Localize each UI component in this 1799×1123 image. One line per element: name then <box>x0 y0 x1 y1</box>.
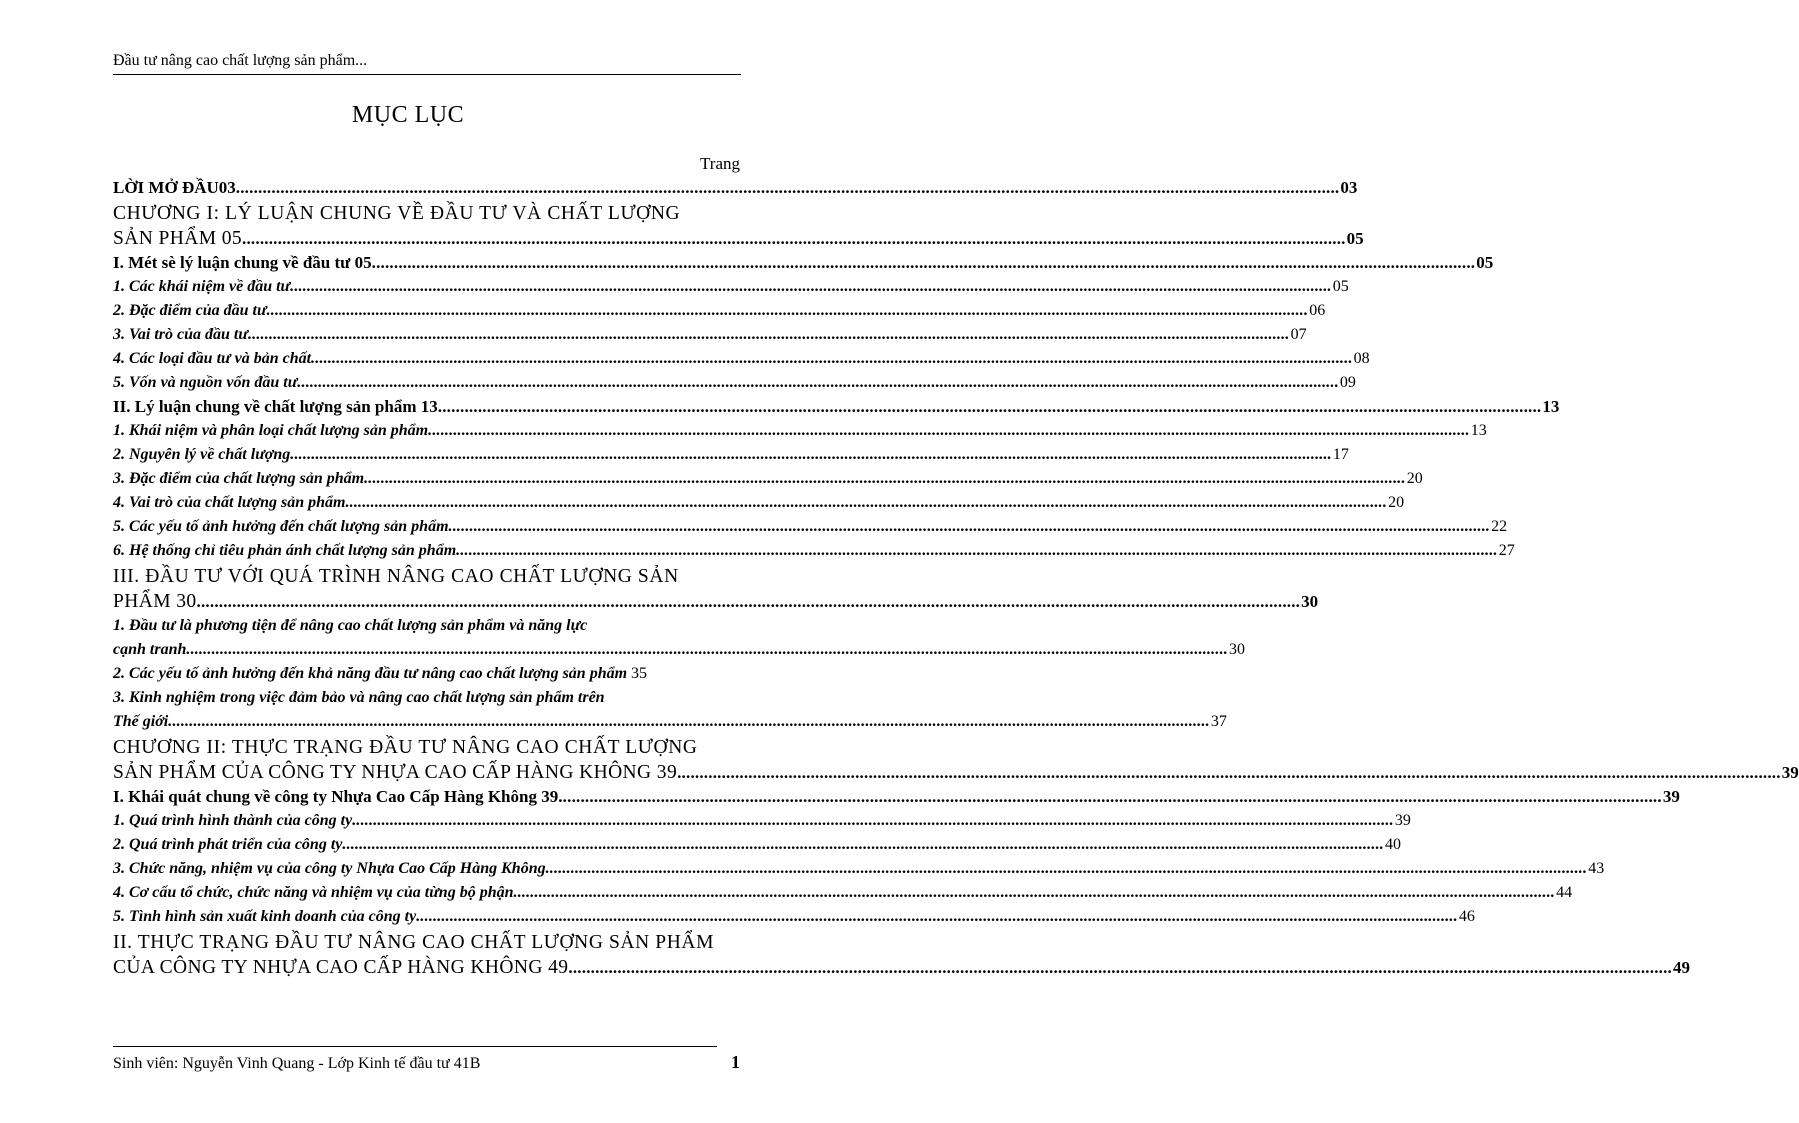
toc-entry-title: 1. Các khái niệm về đầu tư <box>113 278 291 295</box>
page-number: 1 <box>731 1052 740 1072</box>
toc-entry-title: 3. Chức năng, nhiệm vụ của công ty Nhựa Cao Cấp Hàng Không <box>113 860 546 877</box>
toc-entry-title: 5. Các yếu tố ảnh hưởng đến chất lượng sản phẩm <box>113 518 449 535</box>
toc-entry-page: 20 <box>1406 470 1423 487</box>
toc-entry-title: 2. Nguyên lý về chất lượng <box>113 446 291 463</box>
toc-entry-title: CỦA CÔNG TY NHỰA CAO CẤP HÀNG KHÔNG 49 <box>113 957 569 978</box>
toc-entry-title: 1. Khái niệm và phân loại chất lượng sản phẩm <box>113 422 429 439</box>
dot-leader <box>168 710 1210 734</box>
toc-entry-title: I. Khái quát chung về công ty Nhựa Cao Cấp Hàng Không 39 <box>113 787 559 806</box>
dot-leader <box>438 395 1542 419</box>
dot-leader <box>546 857 1588 881</box>
toc-entry <box>113 275 1349 299</box>
toc-entry-page: 46 <box>1458 908 1475 925</box>
toc-entry-page: 13 <box>1542 397 1560 416</box>
dot-leader <box>428 419 1470 443</box>
toc-entry-title: cạnh tranh <box>113 641 187 658</box>
toc-entry <box>113 371 1356 395</box>
toc-entry-title: 1. Quá trình hình thành của công ty <box>113 812 353 829</box>
toc-entry-title: 5. Tình hình sản xuất kinh doanh của công ty <box>113 908 417 925</box>
dot-leader <box>267 299 1309 323</box>
dot-leader <box>311 347 1353 371</box>
toc-entry-page: 20 <box>1388 494 1405 511</box>
page-title: MỤC LỤC <box>351 102 465 128</box>
toc-entry-page: 05 <box>1332 278 1349 295</box>
toc-entry-page: 39 <box>1662 787 1680 806</box>
toc-entry-title: SẢN PHẨM 05 <box>113 228 243 249</box>
page-column-label: Trang <box>700 154 740 173</box>
toc-entry-page: 03 <box>1340 178 1358 197</box>
toc-entry-page: 13 <box>1470 422 1487 439</box>
toc-entry-line: CHƯƠNG I: LÝ LUẬN CHUNG VỀ ĐẦU TƯ VÀ CHẤT LƯỢNG <box>113 203 681 224</box>
dot-leader <box>297 371 1339 395</box>
toc-entry-title: 2. Các yếu tố ảnh hưởng đến khả năng đầu tư nâng cao chất lượng sản phẩm <box>113 665 628 682</box>
toc-entry <box>113 515 1508 539</box>
toc-entry-page: 43 <box>1588 860 1605 877</box>
toc-entry <box>113 443 1349 467</box>
dot-leader <box>558 785 1662 809</box>
toc-entry-page: 09 <box>1339 374 1356 391</box>
toc-entry-page: 05 <box>1346 229 1364 248</box>
dot-leader <box>352 809 1394 833</box>
dot-leader <box>416 905 1458 929</box>
toc-entry <box>113 539 1515 563</box>
toc-entry-line: 3. Kinh nghiệm trong việc đảm bảo và nâng cao chất lượng sản phẩm trên <box>113 689 605 706</box>
toc-entry-title: 4. Vai trò của chất lượng sản phẩm <box>113 494 346 511</box>
running-footer <box>113 1052 740 1073</box>
toc-entry-page: 40 <box>1384 836 1401 853</box>
toc-entry <box>113 785 1680 809</box>
toc-entry-title: 5. Vốn và nguồn vốn đầu tư <box>113 374 298 391</box>
toc-entry-title: 4. Các loại đầu tư và bản chất <box>113 350 312 367</box>
toc-entry-page: 08 <box>1353 350 1370 367</box>
dot-leader <box>456 539 1498 563</box>
dot-leader <box>197 590 1301 614</box>
dot-leader <box>186 638 1228 662</box>
dot-leader <box>236 176 1340 200</box>
toc-entry-title: I. Mét sè lý luận chung về đầu tư 05 <box>113 253 372 272</box>
toc-entry <box>113 227 1364 251</box>
toc-entry <box>113 299 1326 323</box>
toc-entry-page: 39 <box>1394 812 1411 829</box>
toc-entry <box>113 395 1560 419</box>
dot-leader <box>342 833 1384 857</box>
toc-entry-title: 3. Vai trò của đầu tư <box>113 326 248 343</box>
running-header: Đầu tư nâng cao chất lượng sản phẩm... <box>113 52 741 75</box>
toc-entry-page: 39 <box>1781 763 1799 782</box>
toc-entry-title: Thế giới <box>113 713 169 730</box>
toc-entry <box>113 662 740 686</box>
toc-entry <box>113 956 1690 980</box>
toc-entry-title: PHẨM 30 <box>113 591 197 612</box>
toc-entry-page: 37 <box>1210 713 1227 730</box>
toc-entry <box>113 761 1799 785</box>
toc-entry-page: 22 <box>1491 518 1508 535</box>
dot-leader <box>568 956 1672 980</box>
toc-entry-title: 4. Cơ cấu tổ chức, chức năng và nhiệm vụ của từng bộ phận <box>113 884 514 901</box>
toc-entry <box>113 833 1401 857</box>
dot-leader <box>242 227 1346 251</box>
dot-leader <box>677 761 1781 785</box>
toc-entry <box>113 809 1411 833</box>
toc-entry-page: 49 <box>1673 958 1690 977</box>
toc-entry-line: CHƯƠNG II: THỰC TRẠNG ĐẦU TƯ NÂNG CAO CHẤT LƯỢNG <box>113 737 698 758</box>
toc-entry-line: II. THỰC TRẠNG ĐẦU TƯ NÂNG CAO CHẤT LƯỢNG SẢN PHẨM <box>113 932 715 953</box>
toc-entry <box>113 491 1405 515</box>
toc-entry-title: 2. Đặc điểm của đầu tư <box>113 302 267 319</box>
toc-entry <box>113 710 1227 734</box>
toc-entry-title: 3. Đặc điểm của chất lượng sản phẩm <box>113 470 365 487</box>
dot-leader <box>248 323 1290 347</box>
toc-entry-title: 6. Hệ thống chỉ tiêu phản ánh chất lượng sản phẩm <box>113 542 457 559</box>
dot-leader <box>290 275 1332 299</box>
toc-entry-page: 05 <box>1476 253 1494 272</box>
toc-entry <box>113 857 1605 881</box>
toc-entry <box>113 467 1423 491</box>
footer-student: Sinh viên: Nguyễn Vinh Quang - Lớp Kinh tế đầu tư 41B <box>113 1055 481 1072</box>
toc-entry-title: SẢN PHẨM CỦA CÔNG TY NHỰA CAO CẤP HÀNG KHÔNG 39 <box>113 762 678 783</box>
toc-entry-title: 2. Quá trình phát triển của công ty <box>113 836 343 853</box>
toc-entry-page: 44 <box>1556 884 1573 901</box>
footer-divider <box>113 1046 717 1047</box>
toc-entry-line: 1. Đầu tư là phương tiện để nâng cao chất lượng sản phẩm và năng lực <box>113 617 588 634</box>
toc-entry <box>113 881 1573 905</box>
toc-entry-title: LỜI MỞ ĐẦU03 <box>113 178 236 197</box>
dot-leader <box>290 443 1332 467</box>
toc-entry <box>113 905 1475 929</box>
toc-entry-page: 06 <box>1309 302 1326 319</box>
table-of-contents <box>113 176 1799 980</box>
toc-entry <box>113 590 1319 614</box>
dot-leader <box>449 515 1491 539</box>
dot-leader <box>514 881 1556 905</box>
toc-entry-page: 27 <box>1498 542 1515 559</box>
dot-leader <box>364 467 1406 491</box>
toc-entry-line: III. ĐẦU TƯ VỚI QUÁ TRÌNH NÂNG CAO CHẤT LƯỢNG SẢN <box>113 566 679 587</box>
dot-leader <box>372 251 1476 275</box>
toc-entry-page: 07 <box>1290 326 1307 343</box>
toc-entry-page: 35 <box>631 665 648 682</box>
toc-entry <box>113 323 1307 347</box>
toc-entry <box>113 251 1494 275</box>
toc-entry <box>113 419 1487 443</box>
toc-entry-title: II. Lý luận chung về chất lượng sản phẩm 13 <box>113 397 438 416</box>
toc-entry-page: 30 <box>1301 592 1319 611</box>
toc-entry <box>113 347 1370 371</box>
toc-entry-page: 17 <box>1332 446 1349 463</box>
dot-leader <box>345 491 1387 515</box>
toc-entry-page: 30 <box>1228 641 1245 658</box>
toc-entry <box>113 176 1358 200</box>
toc-entry <box>113 638 1245 662</box>
